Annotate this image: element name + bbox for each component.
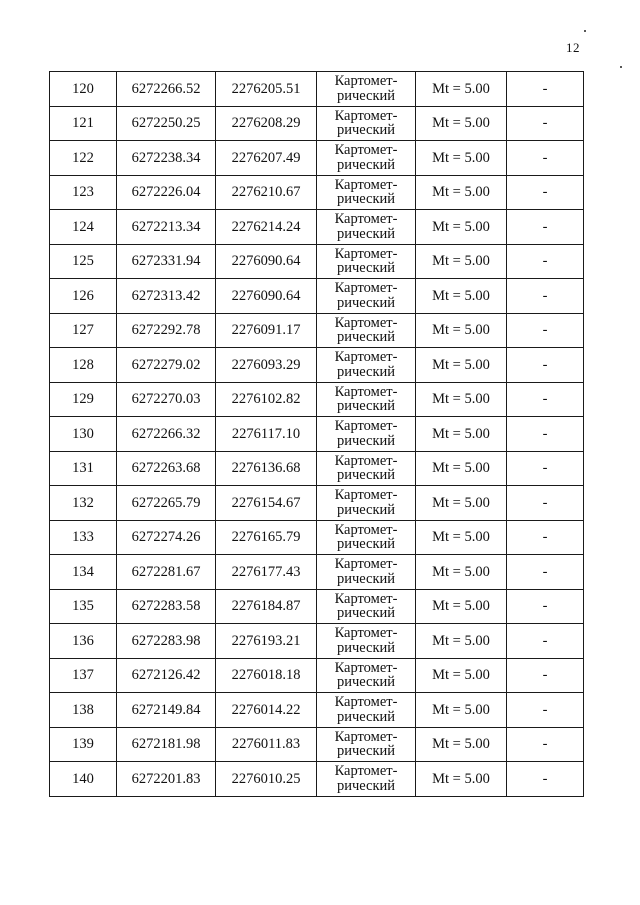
x-coordinate-cell: 6272250.25 — [117, 106, 216, 141]
method-cell — [317, 589, 416, 624]
table-row — [50, 693, 584, 728]
table-row — [50, 417, 584, 452]
note-cell: - — [507, 589, 584, 624]
note-cell: - — [507, 313, 584, 348]
note-cell: - — [507, 727, 584, 762]
note-cell: - — [507, 210, 584, 245]
x-coordinate-cell: 6272270.03 — [117, 382, 216, 417]
method-cell — [317, 244, 416, 279]
method-line-2: рический — [336, 432, 396, 449]
method-line-2: рический — [336, 639, 396, 656]
y-coordinate-cell: 2276184.87 — [216, 589, 317, 624]
method-cell — [317, 727, 416, 762]
method-line-2: рический — [336, 87, 396, 104]
table-row — [50, 106, 584, 141]
y-coordinate-cell: 2276090.64 — [216, 279, 317, 314]
method-cell — [317, 175, 416, 210]
point-number-cell: 132 — [50, 486, 117, 521]
method-cell — [317, 417, 416, 452]
x-coordinate-cell: 6272274.26 — [117, 520, 216, 555]
accuracy-cell: Mt = 5.00 — [416, 348, 507, 383]
x-coordinate-cell: 6272266.52 — [117, 72, 216, 107]
method-line-2: рический — [336, 122, 396, 139]
method-cell — [317, 624, 416, 659]
method-cell — [317, 658, 416, 693]
table-row — [50, 520, 584, 555]
y-coordinate-cell: 2276010.25 — [216, 762, 317, 797]
accuracy-cell: Mt = 5.00 — [416, 279, 507, 314]
method-line-1: Картомет- — [334, 280, 398, 297]
y-coordinate-cell: 2276193.21 — [216, 624, 317, 659]
method-cell — [317, 486, 416, 521]
method-line-1: Картомет- — [334, 418, 398, 435]
method-line-1: Картомет- — [334, 625, 398, 642]
method-cell — [317, 279, 416, 314]
accuracy-cell: Mt = 5.00 — [416, 175, 507, 210]
accuracy-cell: Mt = 5.00 — [416, 106, 507, 141]
x-coordinate-cell: 6272331.94 — [117, 244, 216, 279]
table-row — [50, 589, 584, 624]
method-line-2: рический — [336, 225, 396, 242]
table-row — [50, 382, 584, 417]
note-cell: - — [507, 72, 584, 107]
accuracy-cell: Mt = 5.00 — [416, 624, 507, 659]
table-row — [50, 451, 584, 486]
method-cell — [317, 762, 416, 797]
table-row — [50, 486, 584, 521]
method-line-1: Картомет- — [334, 73, 398, 90]
method-line-2: рический — [336, 743, 396, 760]
x-coordinate-cell: 6272281.67 — [117, 555, 216, 590]
method-line-2: рический — [336, 467, 396, 484]
y-coordinate-cell: 2276091.17 — [216, 313, 317, 348]
x-coordinate-cell: 6272283.98 — [117, 624, 216, 659]
note-cell: - — [507, 244, 584, 279]
y-coordinate-cell: 2276014.22 — [216, 693, 317, 728]
method-cell — [317, 348, 416, 383]
method-cell — [317, 555, 416, 590]
x-coordinate-cell: 6272283.58 — [117, 589, 216, 624]
method-cell — [317, 382, 416, 417]
method-line-1: Картомет- — [334, 590, 398, 607]
accuracy-cell: Mt = 5.00 — [416, 210, 507, 245]
note-cell: - — [507, 382, 584, 417]
point-number-cell: 129 — [50, 382, 117, 417]
x-coordinate-cell: 6272292.78 — [117, 313, 216, 348]
x-coordinate-cell: 6272279.02 — [117, 348, 216, 383]
y-coordinate-cell: 2276177.43 — [216, 555, 317, 590]
method-line-1: Картомет- — [334, 245, 398, 262]
note-cell: - — [507, 175, 584, 210]
table-row — [50, 727, 584, 762]
method-line-2: рический — [336, 708, 396, 725]
x-coordinate-cell: 6272263.68 — [117, 451, 216, 486]
method-line-1: Картомет- — [334, 728, 398, 745]
note-cell: - — [507, 417, 584, 452]
y-coordinate-cell: 2276210.67 — [216, 175, 317, 210]
note-cell: - — [507, 762, 584, 797]
point-number-cell: 138 — [50, 693, 117, 728]
accuracy-cell: Mt = 5.00 — [416, 693, 507, 728]
method-cell — [317, 72, 416, 107]
method-line-1: Картомет- — [334, 452, 398, 469]
scan-speck — [584, 30, 586, 32]
point-number-cell: 140 — [50, 762, 117, 797]
method-line-2: рический — [336, 777, 396, 794]
method-line-1: Картомет- — [334, 107, 398, 124]
note-cell: - — [507, 693, 584, 728]
accuracy-cell: Mt = 5.00 — [416, 727, 507, 762]
x-coordinate-cell: 6272201.83 — [117, 762, 216, 797]
method-line-1: Картомет- — [334, 349, 398, 366]
method-line-1: Картомет- — [334, 521, 398, 538]
note-cell: - — [507, 520, 584, 555]
x-coordinate-cell: 6272181.98 — [117, 727, 216, 762]
method-line-1: Картомет- — [334, 314, 398, 331]
table-row — [50, 762, 584, 797]
table-row — [50, 210, 584, 245]
point-number-cell: 127 — [50, 313, 117, 348]
method-line-2: рический — [336, 536, 396, 553]
accuracy-cell: Mt = 5.00 — [416, 417, 507, 452]
x-coordinate-cell: 6272266.32 — [117, 417, 216, 452]
y-coordinate-cell: 2276205.51 — [216, 72, 317, 107]
y-coordinate-cell: 2276011.83 — [216, 727, 317, 762]
method-line-1: Картомет- — [334, 211, 398, 228]
method-line-1: Картомет- — [334, 142, 398, 159]
x-coordinate-cell: 6272226.04 — [117, 175, 216, 210]
accuracy-cell: Mt = 5.00 — [416, 486, 507, 521]
point-number-cell: 133 — [50, 520, 117, 555]
method-cell — [317, 106, 416, 141]
accuracy-cell: Mt = 5.00 — [416, 762, 507, 797]
point-number-cell: 139 — [50, 727, 117, 762]
y-coordinate-cell: 2276093.29 — [216, 348, 317, 383]
x-coordinate-cell: 6272149.84 — [117, 693, 216, 728]
accuracy-cell: Mt = 5.00 — [416, 313, 507, 348]
method-line-2: рический — [336, 605, 396, 622]
method-line-2: рический — [336, 294, 396, 311]
note-cell: - — [507, 658, 584, 693]
point-number-cell: 135 — [50, 589, 117, 624]
x-coordinate-cell: 6272213.34 — [117, 210, 216, 245]
point-number-cell: 125 — [50, 244, 117, 279]
method-line-2: рический — [336, 501, 396, 518]
scan-speck — [620, 66, 622, 68]
table-row — [50, 624, 584, 659]
method-cell — [317, 693, 416, 728]
note-cell: - — [507, 555, 584, 590]
point-number-cell: 131 — [50, 451, 117, 486]
note-cell: - — [507, 141, 584, 176]
method-line-2: рический — [336, 674, 396, 691]
accuracy-cell: Mt = 5.00 — [416, 589, 507, 624]
table-row — [50, 72, 584, 107]
x-coordinate-cell: 6272126.42 — [117, 658, 216, 693]
method-cell — [317, 313, 416, 348]
point-number-cell: 126 — [50, 279, 117, 314]
method-line-2: рический — [336, 570, 396, 587]
method-line-2: рический — [336, 260, 396, 277]
method-line-1: Картомет- — [334, 659, 398, 676]
accuracy-cell: Mt = 5.00 — [416, 451, 507, 486]
method-line-2: рический — [336, 398, 396, 415]
note-cell: - — [507, 486, 584, 521]
table-row — [50, 658, 584, 693]
point-number-cell: 134 — [50, 555, 117, 590]
note-cell: - — [507, 624, 584, 659]
table-row — [50, 244, 584, 279]
table-row — [50, 555, 584, 590]
accuracy-cell: Mt = 5.00 — [416, 382, 507, 417]
table-row — [50, 348, 584, 383]
x-coordinate-cell: 6272238.34 — [117, 141, 216, 176]
coordinates-table-body — [50, 72, 584, 797]
note-cell: - — [507, 106, 584, 141]
point-number-cell: 124 — [50, 210, 117, 245]
accuracy-cell: Mt = 5.00 — [416, 244, 507, 279]
method-line-1: Картомет- — [334, 176, 398, 193]
method-line-1: Картомет- — [334, 383, 398, 400]
method-cell — [317, 141, 416, 176]
method-line-2: рический — [336, 191, 396, 208]
note-cell: - — [507, 348, 584, 383]
table-row — [50, 141, 584, 176]
method-cell — [317, 451, 416, 486]
y-coordinate-cell: 2276136.68 — [216, 451, 317, 486]
coordinates-table — [49, 71, 584, 797]
method-line-2: рический — [336, 329, 396, 346]
y-coordinate-cell: 2276018.18 — [216, 658, 317, 693]
y-coordinate-cell: 2276102.82 — [216, 382, 317, 417]
x-coordinate-cell: 6272265.79 — [117, 486, 216, 521]
point-number-cell: 137 — [50, 658, 117, 693]
page-number: 12 — [566, 40, 580, 55]
y-coordinate-cell: 2276207.49 — [216, 141, 317, 176]
method-line-1: Картомет- — [334, 487, 398, 504]
method-line-2: рический — [336, 363, 396, 380]
point-number-cell: 123 — [50, 175, 117, 210]
accuracy-cell: Mt = 5.00 — [416, 72, 507, 107]
method-line-1: Картомет- — [334, 556, 398, 573]
y-coordinate-cell: 2276090.64 — [216, 244, 317, 279]
accuracy-cell: Mt = 5.00 — [416, 555, 507, 590]
method-cell — [317, 210, 416, 245]
method-line-1: Картомет- — [334, 763, 398, 780]
point-number-cell: 122 — [50, 141, 117, 176]
y-coordinate-cell: 2276154.67 — [216, 486, 317, 521]
y-coordinate-cell: 2276117.10 — [216, 417, 317, 452]
method-line-1: Картомет- — [334, 694, 398, 711]
note-cell: - — [507, 279, 584, 314]
y-coordinate-cell: 2276165.79 — [216, 520, 317, 555]
accuracy-cell: Mt = 5.00 — [416, 658, 507, 693]
x-coordinate-cell: 6272313.42 — [117, 279, 216, 314]
table-row — [50, 175, 584, 210]
method-cell — [317, 520, 416, 555]
point-number-cell: 120 — [50, 72, 117, 107]
point-number-cell: 121 — [50, 106, 117, 141]
table-row — [50, 313, 584, 348]
point-number-cell: 136 — [50, 624, 117, 659]
note-cell: - — [507, 451, 584, 486]
point-number-cell: 130 — [50, 417, 117, 452]
method-line-2: рический — [336, 156, 396, 173]
accuracy-cell: Mt = 5.00 — [416, 520, 507, 555]
accuracy-cell: Mt = 5.00 — [416, 141, 507, 176]
point-number-cell: 128 — [50, 348, 117, 383]
y-coordinate-cell: 2276214.24 — [216, 210, 317, 245]
y-coordinate-cell: 2276208.29 — [216, 106, 317, 141]
table-row — [50, 279, 584, 314]
